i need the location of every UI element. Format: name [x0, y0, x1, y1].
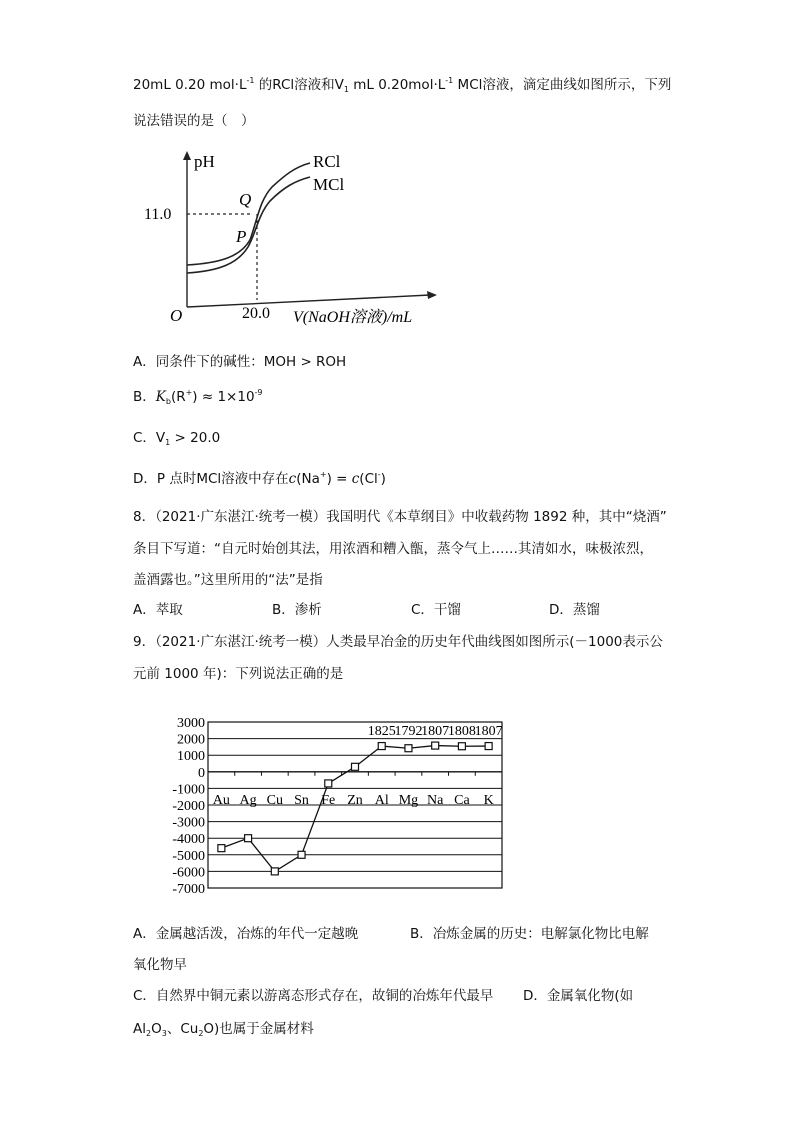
x-axis	[187, 295, 430, 307]
opt-sub: b	[165, 397, 171, 406]
q8-line2: 条目下写道：“自元时始创其法，用浓酒和糟入甑，蒸令气上……其清如水，味极浓烈，	[133, 541, 653, 557]
opt-text: ) ≈ 1×10	[192, 389, 255, 405]
y-axis-label: pH	[194, 152, 215, 171]
q8-option-c: C．干馏	[411, 602, 461, 618]
opt-text: )	[380, 471, 386, 487]
opt-text: (Cl	[359, 471, 378, 487]
titration-curve-figure	[144, 145, 460, 330]
opt-text: 、Cu	[166, 1021, 199, 1037]
opt-text: B．	[133, 389, 156, 405]
x-category-label: K	[483, 792, 494, 808]
opt-text: C．V	[133, 430, 166, 446]
x-category-label: Mg	[398, 792, 419, 808]
data-value-label: 1807	[421, 724, 450, 739]
metallurgy-line-chart	[160, 712, 530, 898]
opt-sub: 3	[161, 1029, 167, 1038]
q7-stem-line2: 说法错误的是（ ）	[133, 113, 255, 129]
y-tick-label: -2000	[172, 799, 205, 814]
x-category-label: Fe	[321, 792, 336, 808]
data-point-marker	[432, 742, 439, 749]
q7-option-b	[133, 385, 263, 406]
q8-line3: 盖酒露也。”这里所用的“法”是指	[133, 572, 323, 588]
x-category-label: Ca	[454, 792, 470, 808]
y-tick-label: 3000	[177, 716, 205, 731]
x-category-label: Cu	[266, 792, 283, 808]
x-category-label: Sn	[294, 792, 309, 808]
data-value-label: 1792	[394, 724, 423, 739]
opt-text: ) =	[326, 471, 352, 487]
x-category-label: Zn	[347, 792, 363, 808]
y-axis-arrow	[183, 151, 191, 160]
q8-line1: 8．（2021·广东湛江·统考一模）我国明代《本草纲目》中收载药物 1892 种，其中“烧酒”	[133, 509, 667, 525]
opt-text: > 20.0	[170, 430, 221, 446]
opt-sup: +	[319, 470, 327, 479]
y-tick-label: 2000	[177, 732, 205, 748]
opt-text: D．P 点时MCl溶液中存在	[133, 471, 289, 487]
q8-option-b: B．渗析	[272, 602, 322, 618]
q9-option-b-line2: 氧化物早	[133, 957, 187, 973]
q7-stem-text: MCl溶液，滴定曲线如图所示，下列	[453, 77, 672, 93]
opt-text: (Na	[296, 471, 320, 487]
curve-mcl-label: MCl	[313, 175, 345, 194]
opt-sup: -9	[254, 388, 263, 397]
x-axis-arrow	[427, 291, 437, 299]
q7-option-c	[133, 426, 220, 447]
data-point-marker	[405, 745, 412, 752]
x-category-label: Al	[374, 792, 389, 808]
q8-option-a: A．萃取	[133, 602, 183, 618]
opt-sub: 2	[146, 1029, 152, 1038]
q7-stem-sub: 1	[343, 85, 349, 94]
opt-text: O)也属于金属材料	[203, 1021, 314, 1037]
data-point-marker	[458, 743, 465, 750]
origin-label: O	[170, 306, 183, 325]
data-point-marker	[352, 763, 359, 770]
q7-stem-text: mL 0.20mol·L	[348, 77, 446, 93]
data-point-marker	[325, 780, 332, 787]
q9-option-b-line1: B．冶炼金属的历史：电解氯化物比电解	[410, 926, 649, 942]
opt-text: c	[351, 471, 360, 487]
data-point-marker	[298, 851, 305, 858]
x-category-label: Au	[212, 792, 230, 808]
y-tick-label: -1000	[172, 782, 205, 798]
data-point-marker	[485, 743, 492, 750]
q7-stem-line1	[133, 73, 671, 94]
x-marker-label: 20.0	[242, 305, 270, 322]
q7-stem-text: 的RCl溶液和V	[254, 77, 344, 93]
y-marker-label: 11.0	[144, 206, 172, 223]
opt-text: O	[151, 1021, 162, 1037]
q9-line2: 元前 1000 年)：下列说法正确的是	[133, 666, 344, 682]
q8-option-d: D．蒸馏	[549, 602, 600, 618]
data-point-marker	[245, 835, 252, 842]
opt-text: K	[155, 389, 166, 405]
q7-stem-sup: -1	[445, 76, 454, 85]
q9-line1: 9．（2021·广东湛江·统考一模）人类最早冶金的历史年代曲线图如图所示(－1000表示公	[133, 634, 663, 650]
data-point-marker	[271, 868, 278, 875]
point-p-label: P	[236, 227, 247, 246]
x-category-label: Ag	[239, 792, 257, 808]
data-point-marker	[378, 743, 385, 750]
data-value-label: 1807	[474, 724, 503, 739]
q9-option-c: C．自然界中铜元素以游离态形式存在，故铜的冶炼年代最早	[133, 988, 494, 1004]
x-axis-label: V(NaOH溶液)/mL	[293, 309, 413, 326]
q9-option-a: A．金属越活泼，冶炼的年代一定越晚	[133, 926, 359, 942]
y-tick-label: 1000	[177, 749, 205, 765]
data-value-label: 1808	[447, 724, 476, 739]
q7-stem-sup: -1	[246, 76, 255, 85]
q7-option-d	[133, 467, 386, 487]
y-tick-label: -7000	[172, 882, 205, 897]
point-q-label: Q	[239, 190, 252, 209]
q7-option-a: A．同条件下的碱性：MOH > ROH	[133, 354, 347, 370]
y-tick-label: -4000	[172, 832, 205, 848]
data-value-label: 1825	[367, 724, 396, 739]
data-point-marker	[218, 845, 225, 852]
y-tick-label: -5000	[172, 848, 205, 864]
opt-sub: 2	[198, 1029, 204, 1038]
opt-text: (R	[170, 389, 186, 405]
y-tick-label: 0	[198, 765, 205, 781]
opt-sup: -	[377, 470, 381, 479]
opt-text: c	[288, 471, 297, 487]
q9-option-d-line1: D．金属氧化物(如	[523, 988, 634, 1004]
y-tick-label: -6000	[172, 865, 205, 881]
q7-stem-text: 20mL 0.20 mol·L	[133, 77, 247, 93]
q9-option-d-line2	[133, 1017, 314, 1038]
opt-sub: 1	[165, 438, 171, 447]
opt-sup: +	[185, 388, 193, 397]
y-tick-label: -3000	[172, 815, 205, 831]
opt-text: Al	[133, 1021, 146, 1037]
curve-rcl-label: RCl	[313, 152, 341, 171]
x-category-label: Na	[427, 792, 444, 808]
